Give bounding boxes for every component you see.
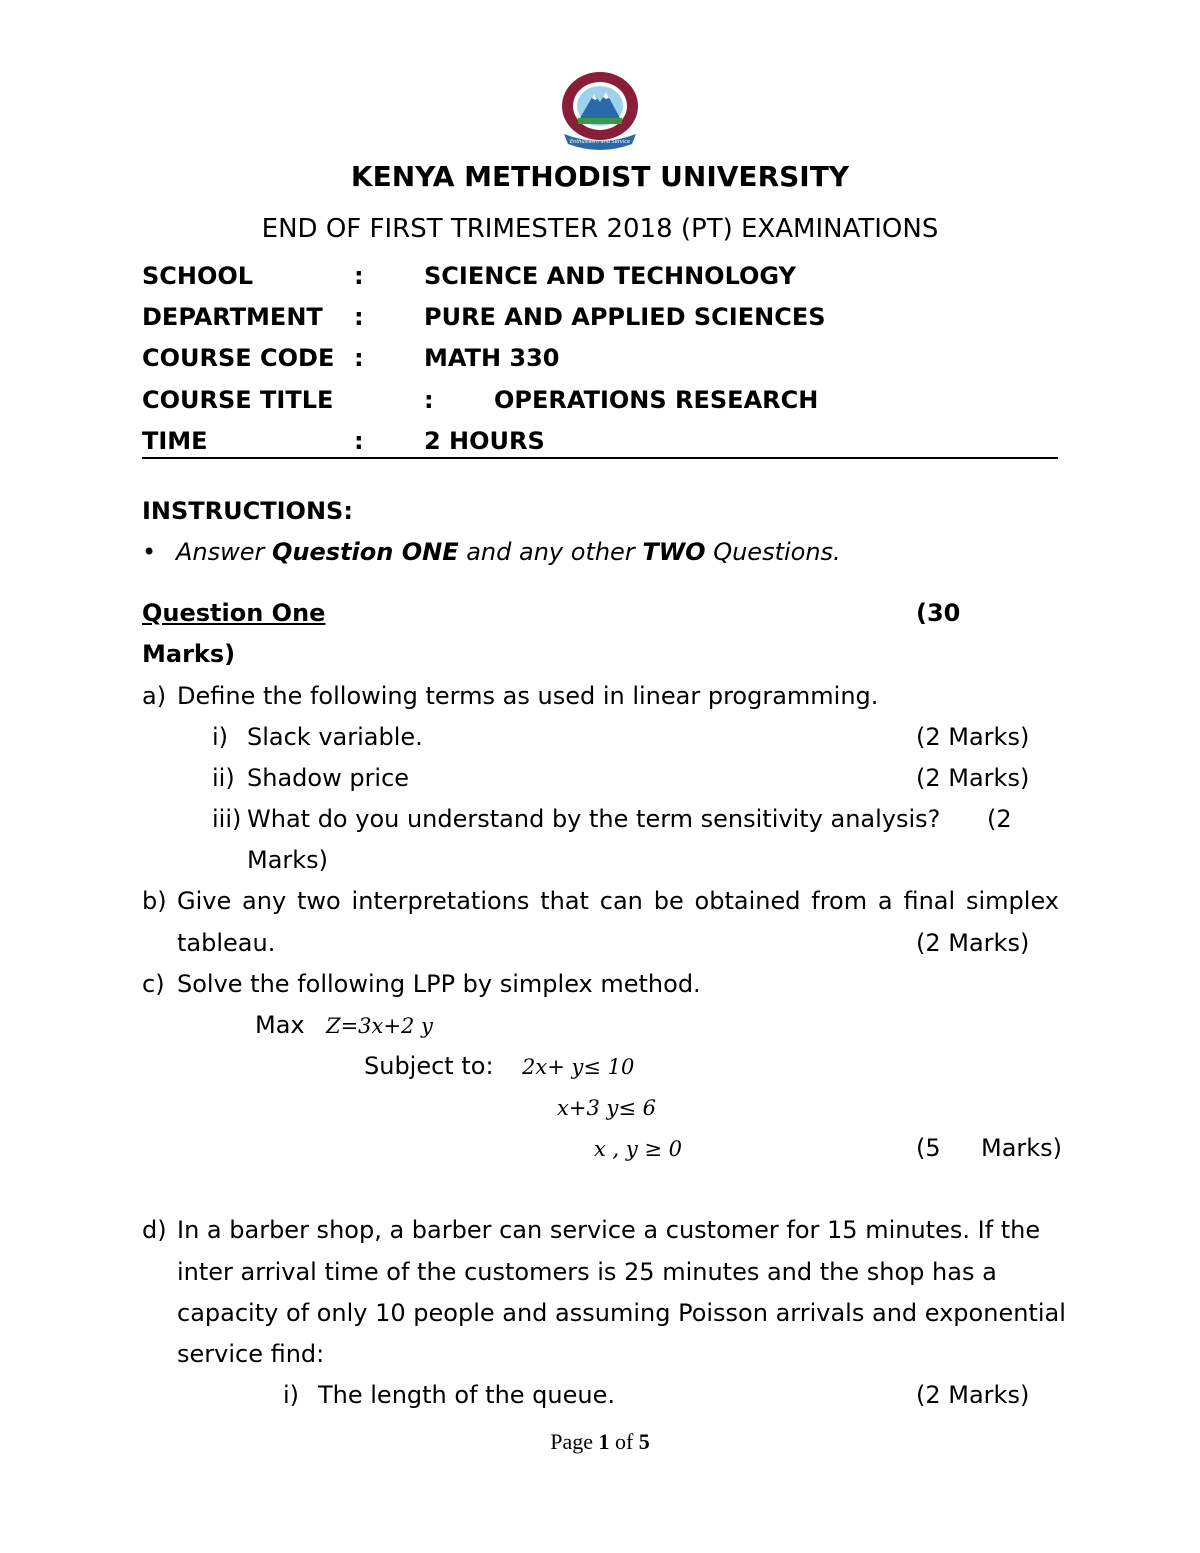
bullet: • (142, 538, 157, 566)
course-title-value: OPERATIONS RESEARCH (494, 386, 819, 414)
university-title: KENYA METHODIST UNIVERSITY (350, 160, 850, 193)
question-one-marks: (30 (916, 599, 961, 627)
part-a-ii-label: ii) (212, 764, 235, 792)
header-divider (142, 457, 1058, 459)
part-c-marks: (5 (916, 1134, 941, 1162)
part-a-ii-text: Shadow price (247, 764, 410, 792)
part-d-label: d) (142, 1216, 167, 1244)
instruction-text: Answer Question ONE and any other TWO Questions. (176, 538, 841, 566)
part-a-iii-marks-cont: Marks) (247, 846, 329, 874)
part-c-text: Solve the following LPP by simplex method. (177, 970, 701, 998)
part-a-text: Define the following terms as used in linear programming. (177, 682, 879, 710)
part-a-ii-marks: (2 Marks) (916, 764, 1030, 792)
part-a-i-text: Slack variable. (247, 723, 423, 751)
course-code-value: MATH 330 (424, 344, 560, 372)
part-a-i-label: i) (212, 723, 229, 751)
max-label: Max (255, 1011, 305, 1039)
part-a-iii-label: iii) (212, 805, 242, 833)
department-label: DEPARTMENT (142, 303, 323, 331)
exam-title: END OF FIRST TRIMESTER 2018 (PT) EXAMINATIONS (261, 214, 939, 244)
part-b-text: Give any two interpretations that can be obtained from a final simplex (177, 887, 1059, 915)
part-a-iii-marks: (2 (987, 805, 1012, 833)
part-b-marks: (2 Marks) (916, 929, 1030, 957)
part-b-label: b) (142, 887, 167, 915)
university-logo (552, 68, 648, 152)
time-label: TIME (142, 427, 208, 455)
question-one-marks-cont: Marks) (142, 640, 236, 668)
part-d-i-label: i) (283, 1381, 300, 1409)
logo-motto: Enthusiasm and Service (569, 139, 631, 145)
part-c-marks-cont: Marks) (981, 1134, 1063, 1162)
department-colon: : (354, 303, 364, 331)
course-code-label: COURSE CODE (142, 344, 335, 372)
page-number: Page 1 of 5 (550, 1429, 650, 1454)
course-title-label: COURSE TITLE (142, 386, 334, 414)
part-d-i-text: The length of the queue. (318, 1381, 615, 1409)
constraint-2: x+3 y≤ 6 (557, 1096, 656, 1120)
instructions-heading: INSTRUCTIONS: (142, 497, 353, 525)
part-a-label: a) (142, 682, 167, 710)
department-value: PURE AND APPLIED SCIENCES (424, 303, 826, 331)
part-d-line-2: inter arrival time of the customers is 25 minutes and the shop has a (177, 1258, 997, 1286)
part-a-i-marks: (2 Marks) (916, 723, 1030, 751)
part-b-text-cont: tableau. (177, 929, 276, 957)
school-colon: : (354, 262, 364, 290)
part-c-label: c) (142, 970, 165, 998)
part-d-line-1: In a barber shop, a barber can service a customer for 15 minutes. If the (177, 1216, 1041, 1244)
part-d-line-3: capacity of only 10 people and assuming Poisson arrivals and exponential (177, 1299, 1066, 1327)
course-code-colon: : (354, 344, 364, 372)
part-d-line-4: service find: (177, 1340, 325, 1368)
objective-function: Z=3x+2 y (326, 1014, 433, 1038)
part-d-i-marks: (2 Marks) (916, 1381, 1030, 1409)
school-value: SCIENCE AND TECHNOLOGY (424, 262, 796, 290)
constraint-3: x , y ≥ 0 (594, 1137, 683, 1161)
time-value: 2 HOURS (424, 427, 545, 455)
question-one-title: Question One (142, 599, 326, 627)
school-label: SCHOOL (142, 262, 254, 290)
part-a-iii-text: What do you understand by the term sensitivity analysis? (247, 805, 941, 833)
constraint-1: 2x+ y≤ 10 (522, 1055, 635, 1079)
course-title-colon: : (424, 386, 434, 414)
time-colon: : (354, 427, 364, 455)
subject-to-label: Subject to: (364, 1052, 494, 1080)
